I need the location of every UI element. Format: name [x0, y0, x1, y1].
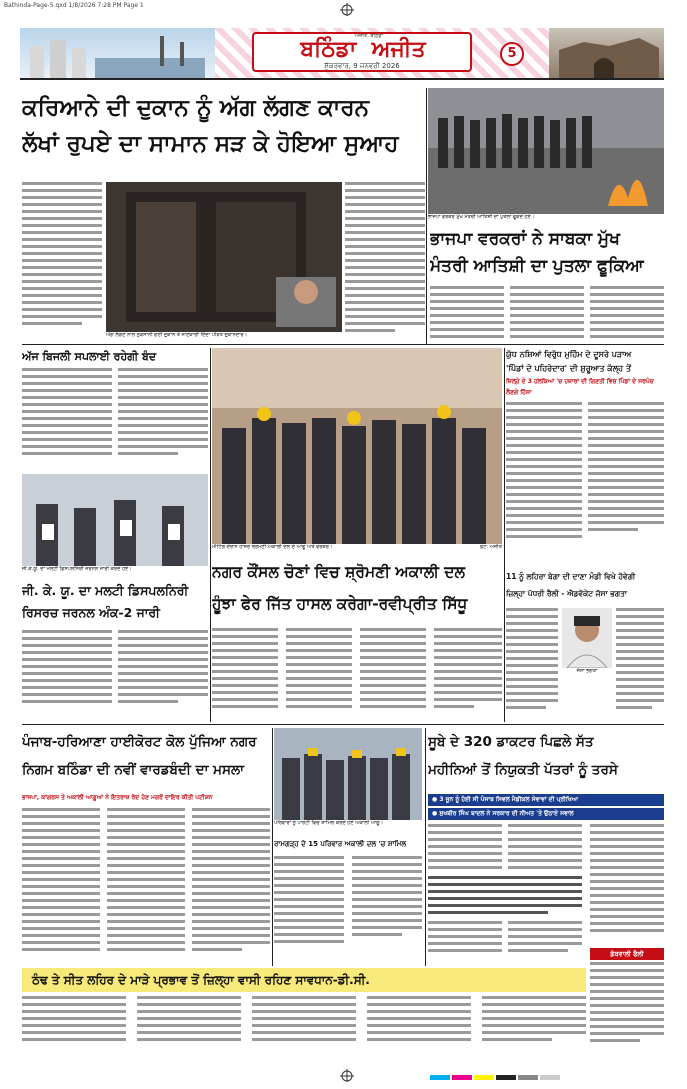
headline: ਨਗਰ ਕੌਂਸਲ ਚੋਣਾਂ ਵਿਚ ਸ਼੍ਰੋਮਣੀ ਅਕਾਲੀ ਦਲ [212, 563, 466, 581]
article-text [616, 608, 664, 720]
story-drug-campaign-headline [506, 348, 664, 398]
column-divider [426, 88, 427, 344]
portrait-photo [562, 608, 612, 668]
article-text [22, 808, 270, 964]
headline: ਹੂੰਝਾ ਫੇਰ ਜਿੱਤ ਹਾਸਲ ਕਰੇਗਾ-ਰਵੀਪ੍ਰੀਤ ਸਿੱਧੂ [212, 595, 468, 613]
headline: ਅੱਜ ਬਿਜਲੀ ਸਪਲਾਈ ਰਹੇਗੀ ਬੰਦ [22, 350, 157, 363]
headline: 11 ਨੂੰ ਲਹਿਰਾ ਬੇਗਾ ਦੀ ਦਾਣਾ ਮੰਡੀ ਵਿਖੇ ਹੋਵੇਗੀ [506, 572, 636, 581]
article-text [22, 368, 208, 468]
article-text [22, 630, 208, 720]
registration-mark-icon [340, 2, 354, 16]
bullet-icon: ● [432, 796, 440, 803]
headline: ਰਿਸਰਚ ਜਰਨਲ ਅੰਕ-2 ਜਾਰੀ [22, 605, 160, 620]
headline: ਜ਼ਿਲ੍ਹਾ ਪੱਧਰੀ ਰੈਲੀ - ਐਡਵੋਕੇਟ ਜੱਸਾ ਭਗਤਾ [506, 589, 628, 598]
headline: ਯੁੱਧ ਨਸ਼ਿਆਂ ਵਿਰੁੱਧ ਮੁਹਿੰਮ ਦੇ ਦੂਸਰੇ ਪੜਾਅ [506, 350, 632, 359]
masthead [20, 28, 664, 80]
effigy-burning-photo [428, 88, 664, 214]
article-text [506, 402, 664, 564]
headline: ਪੰਜਾਬ-ਹਰਿਆਣਾ ਹਾਈਕੋਰਟ ਕੋਲ ਪੁੱਜਿਆ ਨਗਰ [22, 734, 257, 750]
story-doctors-headline [428, 728, 664, 792]
subheadline: ਜ਼ਿਲ੍ਹੇ ਦੇ 3 ਹਲਕਿਆਂ 'ਚ ਹਜ਼ਾਰਾਂ ਦੀ ਗਿਣਤੀ ਵਿਚ ਪਿੰਡਾਂ ਦੇ ਸਰਪੰਚ ਲੈਣਗੇ ਹਿੱਸਾ [506, 378, 654, 396]
headline: ਭਾਜਪਾ ਵਰਕਰਾਂ ਨੇ ਸਾਬਕਾ ਮੁੱਖ [430, 229, 620, 249]
headline: ਨਿਗਮ ਬਠਿੰਡਾ ਦੀ ਨਵੀਂ ਵਾਰਡਬੰਦੀ ਦਾ ਮਸਲਾ [22, 762, 245, 778]
logo-paper: ਅਜੀਤ [371, 36, 426, 62]
party-joining-photo [274, 728, 422, 820]
masthead-date: ਸ਼ੁੱਕਰਵਾਰ, 9 ਜਨਵਰੀ 2026 [324, 62, 400, 70]
logo-title [260, 36, 466, 62]
article-text [212, 628, 502, 720]
headline: ਰਾਮਗੜ੍ਹ ਦੇ 15 ਪਰਿਵਾਰ ਅਕਾਲੀ ਦਲ 'ਚ ਸ਼ਾਮਿਲ [274, 840, 407, 848]
photo-credit: ਫੋਟੋ: ਅਜੀਤ [479, 544, 502, 550]
portrait-caption: ਜੱਸਾ ਭਗਤਾ [576, 668, 598, 674]
article-text [428, 824, 664, 964]
headline: ਕਰਿਆਨੇ ਦੀ ਦੁਕਾਨ ਨੂੰ ਅੱਗ ਲੱਗਣ ਕਾਰਨ [22, 95, 369, 121]
newspaper-logo [252, 32, 472, 72]
story-highcourt-headline [22, 728, 270, 790]
article-text [22, 996, 586, 1052]
photo-caption: ਪਰਿਵਾਰਾਂ ਨੂੰ ਪਾਰਟੀ ਵਿਚ ਸ਼ਾਮਿਲ ਕਰਦੇ ਹੋਏ ਅਕਾਲੀ ਆਗੂ। [274, 820, 384, 826]
story-cold-wave-banner [22, 968, 586, 992]
fort-image [549, 28, 664, 80]
color-bar [430, 1070, 630, 1080]
headline: 'ਪਿੰਡਾਂ ਦੇ ਪਹਿਰੇਦਾਰ' ਦੀ ਸ਼ੁਰੂਆਤ ਕੱਲ੍ਹ ਤੋਂ [506, 364, 631, 373]
column-divider [272, 728, 273, 966]
article-text [506, 608, 558, 720]
akali-meeting-photo [212, 348, 502, 544]
journal-release-photo [22, 474, 208, 566]
photo-caption: ਜੀ.ਕੇ.ਯੂ. ਦਾ ਮਲਟੀ ਡਿਸਪਲਨਿਰੀ ਜਰਨਲ ਜਾਰੀ ਕਰਦੇ ਹੋਏ। [22, 566, 132, 572]
highlight-bullet [428, 808, 664, 820]
bullet-text: 3 ਜੂਨ ਨੂੰ ਹੋਈ ਸੀ ਪੰਜਾਬ ਸਿਵਲ ਮੈਡੀਕਲ ਸੇਵਾਵਾਂ ਦੀ ਪ੍ਰੀਖਿਆ [439, 796, 579, 803]
column-divider [210, 348, 211, 722]
power-plant-image [20, 28, 215, 80]
story-rally-headline [506, 568, 664, 604]
page-number: 5 [500, 42, 524, 66]
story-akali-dal-headline [212, 556, 502, 624]
logo-city: ਬਠਿੰਡਾ [300, 36, 357, 62]
headline: ਜੀ. ਕੇ. ਯੂ. ਦਾ ਮਲਟੀ ਡਿਸਪਲਨਿਰੀ [22, 583, 189, 598]
article-text [345, 182, 425, 342]
fire-damage-photo [106, 182, 342, 332]
article-text [590, 962, 664, 1052]
page-slug: Bathinda-Page-5.qxd 1/8/2026 7:28 PM Page 1 [4, 2, 144, 9]
article-text [274, 856, 422, 964]
headline: ਮੰਤਰੀ ਆਤਿਸ਼ੀ ਦਾ ਪੁਤਲਾ ਫੂਕਿਆ [430, 256, 644, 276]
story-shop-fire-headline [22, 90, 424, 182]
headline: ਲੱਖਾਂ ਰੁਪਏ ਦਾ ਸਾਮਾਨ ਸੜ ਕੇ ਹੋਇਆ ਸੁਆਹ [22, 131, 399, 157]
headline: ਮਹੀਨਿਆਂ ਤੋਂ ਨਿਯੁਕਤੀ ਪੱਤਰਾਂ ਨੂੰ ਤਰਸੇ [428, 762, 618, 778]
article-text [22, 182, 102, 332]
section-divider [22, 724, 664, 725]
article-text [430, 286, 664, 346]
column-divider [504, 348, 505, 722]
column-divider [425, 728, 426, 966]
registration-mark-icon [340, 1068, 354, 1082]
bullet-icon: ● [432, 810, 440, 817]
story-gku-journal-headline [22, 580, 208, 626]
highlight-bullet [428, 794, 664, 806]
headline: ਠੰਢ ਤੇ ਸੀਤ ਲਹਿਰ ਦੇ ਮਾੜੇ ਪ੍ਰਭਾਵ ਤੋਂ ਜ਼ਿਲ੍ਹਾ ਵਾਸੀ ਰਹਿਣ ਸਾਵਧਾਨ-ਡੀ.ਸੀ. [32, 973, 370, 987]
headline: ਸੂਬੇ ਦੇ 320 ਡਾਕਟਰ ਪਿਛਲੇ ਸੱਤ [428, 734, 594, 750]
photo-caption: ਮੀਟਿੰਗ ਦੌਰਾਨ ਹਾਜ਼ਰ ਸ਼੍ਰੋਮਣੀ ਅਕਾਲੀ ਦਲ ਦੇ ਆਗੂ ਅਤੇ ਵਰਕਰ। [212, 544, 333, 550]
section-label: ਡੱਬਵਾਲੀ ਫੈਲੀ [590, 948, 664, 960]
section-divider [22, 344, 664, 345]
photo-caption: ਭਾਜਪਾ ਵਰਕਰ ਮੁੱਖ ਮੰਤਰੀ ਆਤਿਸ਼ੀ ਦਾ ਪੁਤਲਾ ਫੂਕਦੇ ਹੋਏ। [428, 214, 535, 220]
logo-top-label: ਅਜੀਤ, ਬਠਿੰਡਾ [354, 33, 384, 39]
story-bjp-effigy-headline [430, 226, 664, 282]
bullet-text: ਸੁਖਬੀਰ ਸਿੰਘ ਬਾਦਲ ਨੇ ਸਰਕਾਰ ਦੀ ਨੀਅਤ 'ਤੇ ਉਠਾਏ ਸਵਾਲ [439, 810, 574, 817]
photo-caption: ਅੱਗ ਲੱਗਣ ਨਾਲ ਨੁਕਸਾਨੀ ਗਈ ਦੁਕਾਨ ਤੇ ਜਾਣਕਾਰੀ ਦਿੰਦਾ ਪੀੜਤ ਦੁਕਾਨਦਾਰ। [106, 332, 247, 338]
subheadline: ਭਾਜਪਾ, ਕਾਂਗਰਸ ਤੇ ਅਕਾਲੀ ਆਗੂਆਂ ਨੇ ਇਤਰਾਜ਼ ਰੱਦ ਹੋਣ ਮਗਰੋਂ ਦਾਇਰ ਕੀਤੀ ਪਟੀਸ਼ਨ [22, 794, 213, 801]
